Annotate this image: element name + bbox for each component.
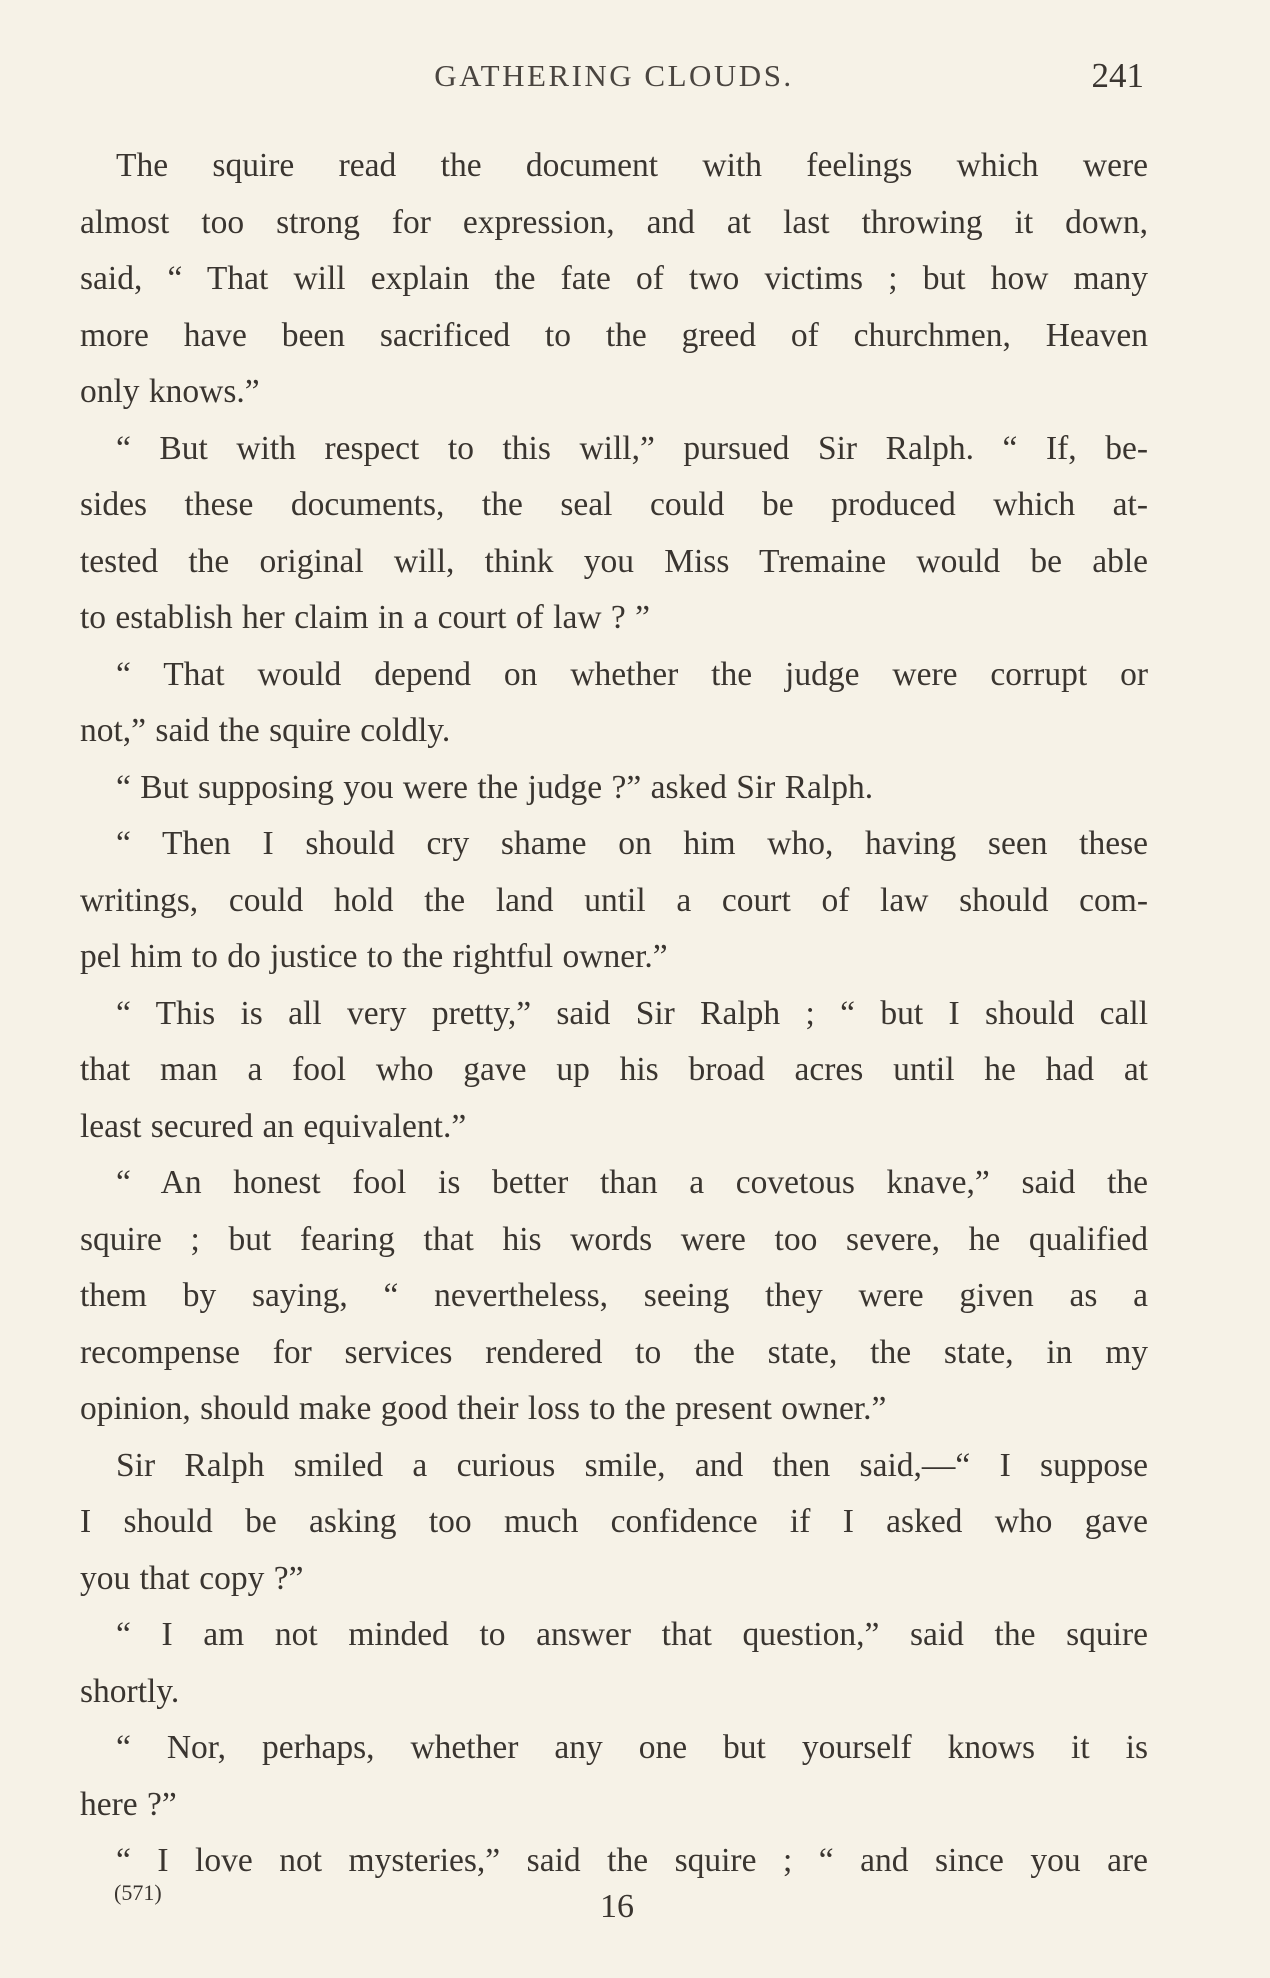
page-header <box>80 58 1148 108</box>
text-line: pel him to do justice to the rightful owner.” <box>80 938 668 975</box>
text-line: shortly. <box>80 1672 180 1710</box>
text-line: only knows.” <box>80 373 260 410</box>
text-line: recompense for services rendered to the state, the state, in my <box>80 1333 1148 1371</box>
text-line: “ Then I should cry shame on him who, having seen these <box>116 825 1148 862</box>
text-line: sides these documents, the seal could be produced which at- <box>80 486 1148 523</box>
text-line: opinion, should make good their loss to the present owner.” <box>80 1390 887 1427</box>
text-line: Sir Ralph smiled a curious smile, and then said,—“ I suppose <box>116 1446 1148 1484</box>
page-number: 241 <box>1091 56 1144 95</box>
text-line: “ That would depend on whether the judge were corrupt or <box>116 655 1148 693</box>
text-line: said, “ That will explain the fate of two victims ; but how many <box>80 260 1148 297</box>
text-line: that man a fool who gave up his broad acres until he had at <box>80 1051 1148 1088</box>
text-line: almost too strong for expression, and at last throwing it down, <box>80 203 1148 241</box>
text-line: least secured an equivalent.” <box>80 1107 467 1145</box>
text-line: to establish her claim in a court of law ? ” <box>80 599 650 636</box>
text-line: “ But with respect to this will,” pursued Sir Ralph. “ If, be- <box>116 429 1148 467</box>
text-line: “ This is all very pretty,” said Sir Ralph ; “ but I should call <box>116 994 1148 1032</box>
text-line: here ?” <box>80 1785 177 1823</box>
running-title: GATHERING CLOUDS. <box>434 58 794 93</box>
text-line: tested the original will, think you Miss Tremaine would be able <box>80 542 1148 580</box>
text-line: more have been sacrificed to the greed of churchmen, Heaven <box>80 316 1148 354</box>
text-line: you that copy ?” <box>80 1559 304 1597</box>
text-line: not,” said the squire coldly. <box>80 712 451 749</box>
text-line: “ I love not mysteries,” said the squire ; “ and since you are <box>116 1842 1148 1879</box>
printer-mark: (571) <box>114 1880 162 1905</box>
text-line: “ Nor, perhaps, whether any one but yourself knows it is <box>116 1729 1148 1766</box>
text-line: “ An honest fool is better than a covetous knave,” said the <box>116 1164 1148 1201</box>
text-line: squire ; but fearing that his words were too severe, he qualified <box>80 1220 1148 1258</box>
text-line: The squire read the document with feelings which were <box>116 147 1148 184</box>
text-line: them by saying, “ nevertheless, seeing they were given as a <box>80 1277 1148 1314</box>
text-line: “ I am not minded to answer that question,” said the squire <box>116 1616 1148 1653</box>
page-footer <box>80 1880 1148 1940</box>
signature-number: 16 <box>600 1888 634 1925</box>
text-line: “ But supposing you were the judge ?” asked Sir Ralph. <box>116 768 874 806</box>
body-text <box>80 138 1148 1890</box>
text-line: writings, could hold the land until a court of law should com- <box>80 881 1148 919</box>
text-line: I should be asking too much confidence if I asked who gave <box>80 1503 1148 1540</box>
